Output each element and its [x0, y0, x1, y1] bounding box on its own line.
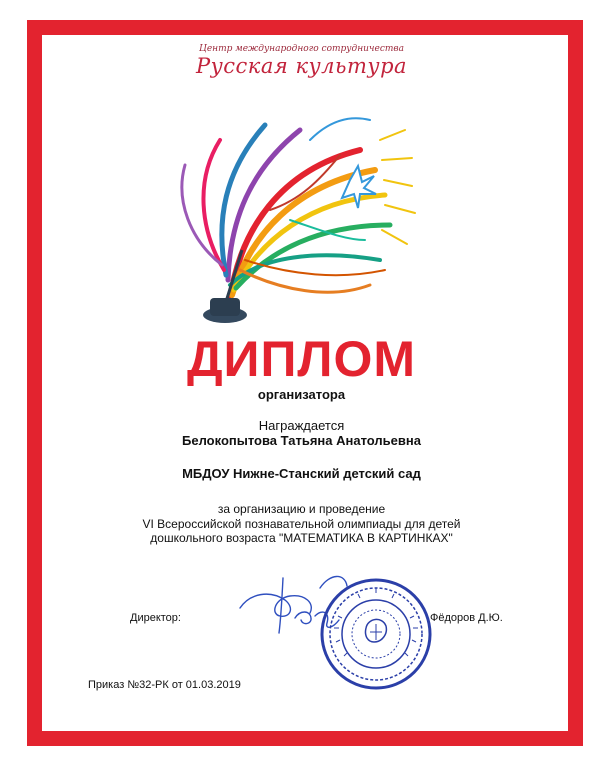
director-label: Директор:	[130, 612, 181, 624]
diploma-title: ДИПЛОМ	[186, 331, 417, 387]
diploma-subtitle: организатора	[257, 387, 346, 402]
stamp-icon	[318, 576, 434, 692]
organization-name: МБДОУ Нижне-Станский детский сад	[182, 466, 421, 481]
recipient-name: Белокопытова Татьяна Анатольевна	[182, 433, 421, 448]
reason-line-3: дошкольного возраста "МАТЕМАТИКА В КАРТИНКАХ"	[150, 531, 453, 545]
reason-line-1: за организацию и проведение	[217, 502, 386, 516]
header-brand: Русская культура	[195, 54, 408, 78]
order-number: Приказ №32-РК от 01.03.2019	[88, 679, 241, 691]
director-name: Фёдоров Д.Ю.	[430, 612, 503, 624]
header-subtitle: Центр международного сотрудничества	[198, 44, 405, 54]
quill-emblem-icon	[170, 100, 430, 340]
awarded-label: Награждается	[258, 418, 345, 433]
reason-line-2: VI Всероссийской познавательной олимпиады для детей	[142, 517, 461, 531]
